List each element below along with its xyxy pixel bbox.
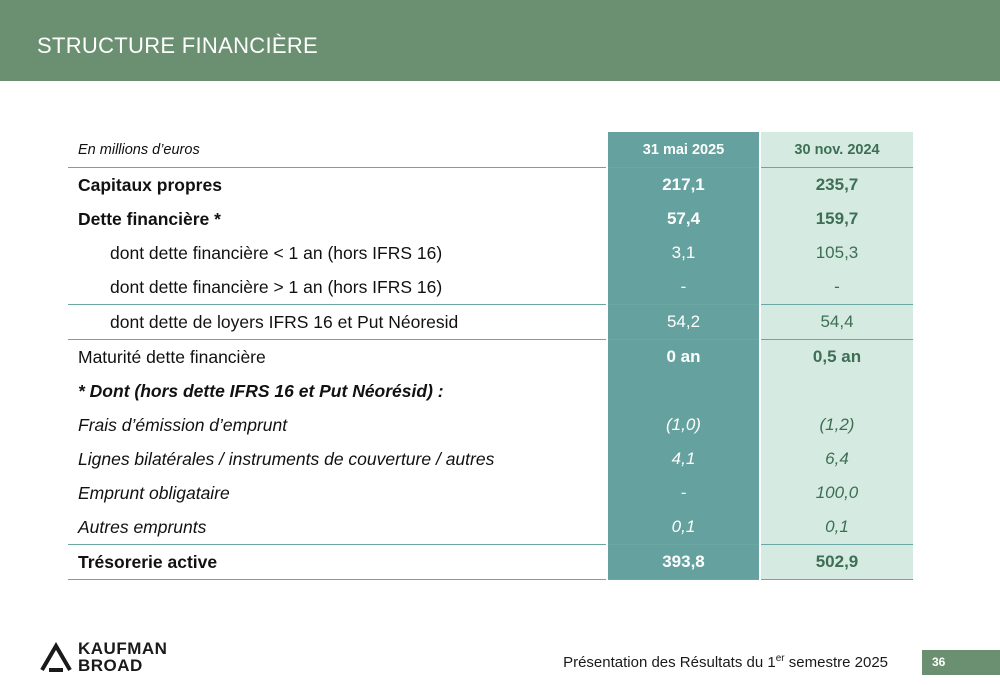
row-label: Lignes bilatérales / instruments de couverture / autres	[78, 448, 495, 469]
value-30-nov-2024: (1,2)	[760, 408, 913, 442]
row-label: Maturité dette financière	[78, 346, 266, 367]
value-31-mai-2025: 393,8	[607, 545, 760, 580]
value-30-nov-2024	[760, 374, 913, 408]
row-label: Capitaux propres	[78, 174, 222, 195]
footer-superscript: er	[775, 653, 785, 664]
row-label: Trésorerie active	[68, 545, 607, 580]
value-31-mai-2025: 3,1	[607, 236, 760, 270]
table-header-row	[68, 132, 913, 168]
value-31-mai-2025: (1,0)	[607, 408, 760, 442]
value-30-nov-2024: 0,1	[760, 510, 913, 545]
value-30-nov-2024: 105,3	[760, 236, 913, 270]
row-label: Dette financière *	[78, 208, 221, 229]
company-logo	[40, 640, 190, 676]
header-bar	[0, 0, 1000, 81]
logo-wordmark	[78, 640, 167, 674]
value-31-mai-2025	[607, 374, 760, 408]
row-label: dont dette financière > 1 an (hors IFRS 16)	[68, 270, 607, 305]
row-label: Autres emprunts	[68, 510, 607, 545]
row-label: dont dette financière < 1 an (hors IFRS 16)	[110, 242, 443, 263]
table-row	[68, 408, 913, 442]
value-30-nov-2024: 235,7	[760, 168, 913, 203]
table-row	[68, 545, 913, 580]
value-30-nov-2024: 54,4	[760, 305, 913, 340]
value-30-nov-2024: 502,9	[760, 545, 913, 580]
value-31-mai-2025: -	[607, 270, 760, 305]
table-row	[68, 236, 913, 270]
row-label: Emprunt obligataire	[78, 482, 230, 503]
footer-presentation-title	[563, 653, 888, 671]
value-30-nov-2024: 0,5 an	[760, 340, 913, 375]
value-30-nov-2024: 6,4	[760, 442, 913, 476]
table-row	[68, 340, 913, 375]
value-31-mai-2025: -	[607, 476, 760, 510]
table-row	[68, 476, 913, 510]
table-row	[68, 510, 913, 545]
table-row	[68, 305, 913, 340]
table-row	[68, 202, 913, 236]
value-31-mai-2025: 54,2	[607, 305, 760, 340]
value-31-mai-2025: 4,1	[607, 442, 760, 476]
row-label: dont dette de loyers IFRS 16 et Put Néoresid	[68, 305, 607, 340]
row-label: Frais d’émission d’emprunt	[78, 414, 288, 435]
value-30-nov-2024: 159,7	[760, 202, 913, 236]
unit-label: En millions d’euros	[68, 132, 607, 168]
logo-line-2: BROAD	[78, 656, 143, 675]
table-row	[68, 168, 913, 203]
footer-text-after: semestre 2025	[784, 654, 888, 671]
table-row	[68, 270, 913, 305]
logo-line-1: KAUFMAN	[78, 639, 168, 658]
footer-text-before: Présentation des Résultats du 1	[563, 654, 776, 671]
kaufman-broad-logo-icon	[40, 642, 72, 674]
value-31-mai-2025: 0 an	[607, 340, 760, 375]
page-title: STRUCTURE FINANCIÈRE	[37, 33, 319, 58]
table-row	[68, 442, 913, 476]
column-header-31-mai-2025: 31 mai 2025	[607, 132, 760, 168]
value-31-mai-2025: 57,4	[607, 202, 760, 236]
value-31-mai-2025: 0,1	[607, 510, 760, 545]
financial-structure-table	[68, 132, 913, 580]
page-number: 36	[922, 650, 1000, 675]
column-header-30-nov-2024: 30 nov. 2024	[760, 132, 913, 168]
row-label: * Dont (hors dette IFRS 16 et Put Néorésid) :	[78, 380, 444, 401]
value-31-mai-2025: 217,1	[607, 168, 760, 203]
table-row	[68, 374, 913, 408]
value-30-nov-2024: -	[760, 270, 913, 305]
value-30-nov-2024: 100,0	[760, 476, 913, 510]
